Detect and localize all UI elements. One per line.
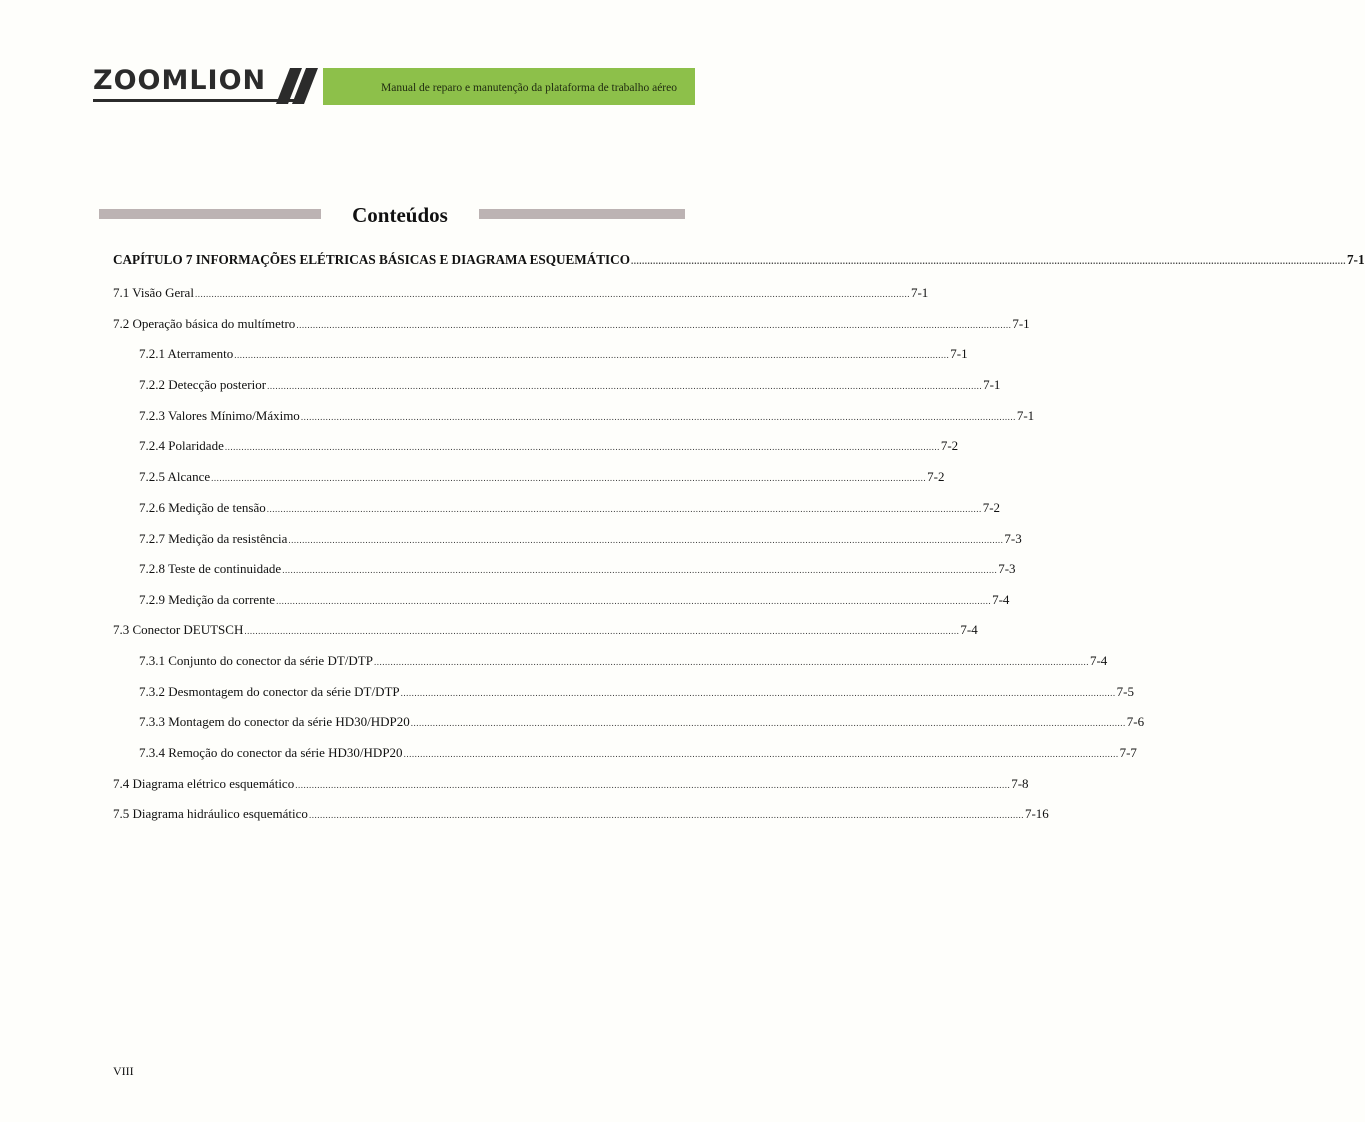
contents-heading xyxy=(99,200,685,230)
toc-entry-page: 7-3 xyxy=(1004,531,1022,546)
toc-entry[interactable] xyxy=(139,467,945,487)
toc-entry[interactable] xyxy=(139,375,1001,395)
toc-entry-page: 7-1 xyxy=(1012,316,1030,331)
toc-leader-dots: .................................................................................................................................................................................................................................................................... xyxy=(296,320,1012,330)
toc-entry-title: CAPÍTULO 7 INFORMAÇÕES ELÉTRICAS BÁSICAS E DIAGRAMA ESQUEMÁTICO xyxy=(113,252,630,267)
heading-rule-left xyxy=(99,209,321,219)
toc-leader-dots: .................................................................................................................................................................................................................................................................... xyxy=(234,350,950,360)
toc-entry-title: 7.2.4 Polaridade xyxy=(139,438,224,453)
toc-entry-title: 7.3.2 Desmontagem do conector da série DT/DTP xyxy=(139,684,400,699)
toc-leader-dots: .................................................................................................................................................................................................................................................................... xyxy=(295,780,1011,790)
toc-entry[interactable] xyxy=(139,651,1108,671)
toc-entry-title: 7.2.3 Valores Mínimo/Máximo xyxy=(139,408,300,423)
toc-entry[interactable] xyxy=(113,314,1030,334)
toc-entry[interactable] xyxy=(139,712,1145,732)
toc-entry-page: 7-1 xyxy=(1016,408,1035,423)
toc-entry-title: 7.3.4 Remoção do conector da série HD30/HDP20 xyxy=(139,745,403,760)
toc-entry[interactable] xyxy=(139,344,968,364)
toc-entry-page: 7-3 xyxy=(998,561,1016,576)
toc-entry-title: 7.4 Diagrama elétrico esquemático xyxy=(113,776,295,791)
toc-leader-dots: .................................................................................................................................................................................................................................................................... xyxy=(267,381,983,391)
toc-entry-page: 7-4 xyxy=(960,622,978,637)
toc-leader-dots: .................................................................................................................................................................................................................................................................... xyxy=(300,412,1016,422)
toc-leader-dots: .................................................................................................................................................................................................................................................................... xyxy=(400,688,1116,698)
toc-entry-title: 7.3 Conector DEUTSCH xyxy=(113,622,244,637)
toc-entry[interactable] xyxy=(113,250,1365,270)
toc-entry[interactable] xyxy=(139,559,1016,579)
toc-leader-dots: .................................................................................................................................................................................................................................................................... xyxy=(288,535,1004,545)
toc-entry-page: 7-2 xyxy=(927,469,945,484)
toc-leader-dots: .................................................................................................................................................................................................................................................................... xyxy=(194,289,910,299)
toc-entry-title: 7.2.8 Teste de continuidade xyxy=(139,561,282,576)
toc-entry-title: 7.2 Operação básica do multímetro xyxy=(113,316,296,331)
toc-leader-dots: .................................................................................................................................................................................................................................................................... xyxy=(403,749,1119,759)
header-banner xyxy=(323,68,695,105)
toc-entry[interactable] xyxy=(113,283,929,303)
heading-rule-right xyxy=(479,209,685,219)
toc-entry-title: 7.2.6 Medição de tensão xyxy=(139,500,266,515)
toc-leader-dots: .................................................................................................................................................................................................................................................................... xyxy=(244,626,960,636)
toc-leader-dots: .................................................................................................................................................................................................................................................................... xyxy=(211,473,927,483)
toc-entry-page: 7-6 xyxy=(1126,714,1145,729)
toc-leader-dots: .................................................................................................................................................................................................................................................................... xyxy=(373,657,1089,667)
toc-entry-title: 7.2.1 Aterramento xyxy=(139,346,234,361)
toc-entry[interactable] xyxy=(113,620,978,640)
toc-entry-title: 7.2.9 Medição da corrente xyxy=(139,592,276,607)
toc-entry-title: 7.1 Visão Geral xyxy=(113,285,194,300)
toc-entry-title: 7.2.2 Detecção posterior xyxy=(139,377,267,392)
toc-entry[interactable] xyxy=(139,743,1137,763)
toc-entry-page: 7-2 xyxy=(982,500,1001,515)
toc-entry-page: 7-1 xyxy=(1346,252,1365,267)
toc-entry-page: 7-1 xyxy=(910,285,929,300)
toc-entry[interactable] xyxy=(139,529,1022,549)
toc-entry-title: 7.3.3 Montagem do conector da série HD30/HDP20 xyxy=(139,714,410,729)
toc-entry-page: 7-4 xyxy=(992,592,1010,607)
toc-entry-page: 7-5 xyxy=(1116,684,1134,699)
toc-entry-title: 7.2.7 Medição da resistência xyxy=(139,531,288,546)
page-number: VIII xyxy=(113,1064,134,1078)
page-title: Conteúdos xyxy=(352,203,448,227)
toc-entry-page: 7-2 xyxy=(940,438,959,453)
toc-entry[interactable] xyxy=(139,436,959,456)
zoomlion-logo: ZOOMLION xyxy=(93,65,267,96)
toc-leader-dots: .................................................................................................................................................................................................................................................................... xyxy=(266,504,982,514)
logo-underline xyxy=(93,99,298,102)
toc-leader-dots: .................................................................................................................................................................................................................................................................... xyxy=(224,442,940,452)
toc-leader-dots: .................................................................................................................................................................................................................................................................... xyxy=(276,596,992,606)
toc-leader-dots: .................................................................................................................................................................................................................................................................... xyxy=(308,810,1024,820)
toc-leader-dots: .................................................................................................................................................................................................................................................................... xyxy=(282,565,998,575)
toc-entry-title: 7.3.1 Conjunto do conector da série DT/DTP xyxy=(139,653,373,668)
toc-entry[interactable] xyxy=(113,774,1029,794)
toc-entry[interactable] xyxy=(139,682,1134,702)
toc-leader-dots: .................................................................................................................................................................................................................................................................... xyxy=(410,718,1126,728)
toc-entry[interactable] xyxy=(139,590,1010,610)
toc-entry-title: 7.2.5 Alcance xyxy=(139,469,211,484)
toc-entry[interactable] xyxy=(139,406,1035,426)
toc-leader-dots: .................................................................................................................................................................................................................................................................... xyxy=(630,256,1346,266)
toc-entry-page: 7-1 xyxy=(983,377,1001,392)
toc-entry-page: 7-4 xyxy=(1089,653,1108,668)
page-header xyxy=(93,66,695,106)
manual-title: Manual de reparo e manutenção da plataforma de trabalho aéreo xyxy=(381,82,677,94)
toc-entry-page: 7-1 xyxy=(950,346,968,361)
toc-entry-page: 7-8 xyxy=(1011,776,1029,791)
toc-entry[interactable] xyxy=(139,498,1001,518)
toc-entry-page: 7-16 xyxy=(1024,806,1049,821)
toc-entry-page: 7-7 xyxy=(1119,745,1137,760)
logo-slash-icon xyxy=(276,66,326,106)
toc-entry[interactable] xyxy=(113,804,1049,824)
toc-entry-title: 7.5 Diagrama hidráulico esquemático xyxy=(113,806,308,821)
